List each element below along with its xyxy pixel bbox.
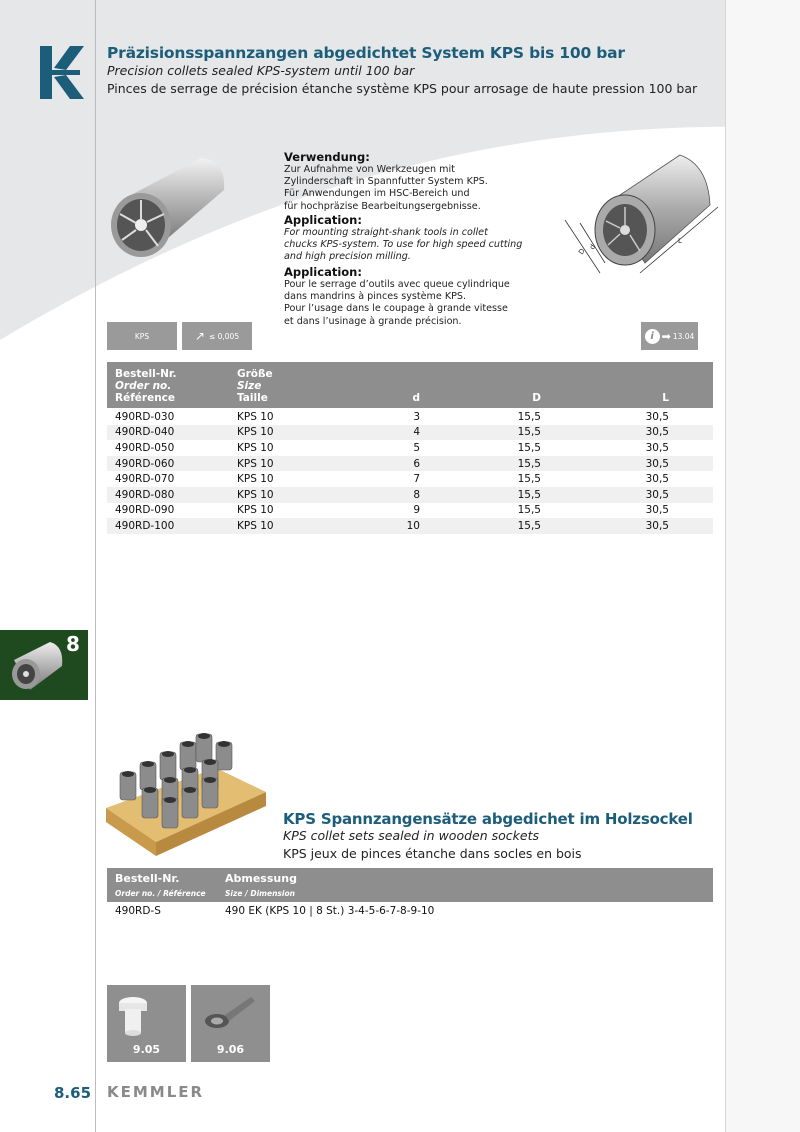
info-icon: i — [645, 329, 660, 344]
cell-size: KPS 10 — [237, 488, 274, 501]
table-row — [107, 471, 713, 487]
table-row — [107, 425, 713, 441]
info-reference-badge[interactable] — [641, 322, 698, 350]
cell-L: 30,5 — [645, 457, 669, 470]
cell-d: 5 — [413, 441, 420, 454]
arrow-right-icon: ➡ — [661, 329, 671, 343]
usage-de-line: Zylinderschaft in Spannfutter System KPS. — [284, 176, 488, 188]
clamping-bushing-icon — [107, 985, 186, 1041]
svg-text:D: D — [577, 247, 587, 257]
set-header-order-sub: Order no. / Référence — [115, 889, 206, 898]
set-header-dimension: Abmessung — [225, 872, 297, 885]
cell-D: 15,5 — [517, 519, 541, 532]
set-cell-dimension: 490 EK (KPS 10 | 8 St.) 3-4-5-6-7-8-9-10 — [225, 904, 435, 917]
ref-tile-9-05[interactable] — [107, 985, 186, 1062]
usage-en-title: Application: — [284, 213, 362, 227]
cell-D: 15,5 — [517, 473, 541, 486]
svg-text:L: L — [678, 237, 682, 245]
usage-en-line: For mounting straight-shank tools in collet — [284, 227, 488, 238]
usage-de — [284, 151, 544, 213]
usage-fr — [284, 266, 544, 328]
usage-fr-line: Pour le serrage d’outils avec queue cylindrique — [284, 279, 510, 290]
cell-d: 4 — [413, 426, 420, 439]
cell-d: 3 — [413, 410, 420, 423]
kemmler-k-logo — [40, 46, 84, 99]
cell-size: KPS 10 — [237, 519, 274, 532]
usage-fr-title: Application: — [284, 265, 362, 279]
cell-L: 30,5 — [645, 504, 669, 517]
usage-fr-line: dans mandrins à pinces système KPS. — [284, 291, 467, 303]
cell-L: 30,5 — [645, 410, 669, 423]
cell-size: KPS 10 — [237, 426, 274, 439]
cell-size: KPS 10 — [237, 441, 274, 454]
page-title-de: Präzisionsspannzangen abgedichtet System KPS bis 100 bar — [107, 44, 625, 62]
cell-d: 9 — [413, 504, 420, 517]
header-order-fr: Référence — [115, 392, 176, 404]
table-row — [107, 518, 713, 534]
table-row — [107, 409, 713, 425]
page-title-fr: Pinces de serrage de précision étanche système KPS pour arrosage de haute pression 100 bar — [107, 81, 698, 96]
header-size-fr: Taille — [237, 392, 268, 404]
page-number: 8.65 — [54, 1084, 92, 1102]
set-title-en: KPS collet sets sealed in wooden sockets — [283, 828, 539, 843]
cell-order: 490RD-040 — [115, 426, 175, 439]
usage-de-title: Verwendung: — [284, 150, 370, 164]
left-divider — [95, 0, 96, 1132]
chapter-number: 8 — [66, 632, 80, 656]
usage-en — [284, 214, 544, 264]
cell-order: 490RD-060 — [115, 457, 175, 470]
collet-set-photo — [106, 730, 268, 858]
header-L: L — [662, 392, 669, 404]
info-reference-label: 13.04 — [672, 331, 695, 341]
usage-de-line: Für Anwendungen im HSC-Bereich und — [284, 188, 470, 200]
cell-order: 490RD-080 — [115, 488, 175, 501]
page-title-en: Precision collets sealed KPS-system until 100 bar — [107, 63, 415, 78]
usage-en-line: chucks KPS-system. To use for high speed cutting — [284, 239, 523, 251]
header-size-en: Size — [237, 380, 262, 392]
header-D: D — [532, 392, 541, 404]
ref-tile-9-06[interactable] — [191, 985, 270, 1062]
cell-order: 490RD-050 — [115, 441, 175, 454]
cell-order: 490RD-090 — [115, 504, 175, 517]
usage-de-line: für hochpräzise Bearbeitungsergebnisse. — [284, 200, 481, 212]
cell-order: 490RD-100 — [115, 519, 175, 532]
right-divider — [725, 0, 726, 1132]
cell-L: 30,5 — [645, 488, 669, 501]
usage-fr-line: et dans l’usinage à grande précision. — [284, 315, 462, 327]
usage-de-line: Zur Aufnahme von Werkzeugen mit — [284, 164, 455, 175]
svg-text:d: d — [588, 242, 598, 252]
cell-size: KPS 10 — [237, 504, 274, 517]
cell-d: 8 — [413, 488, 420, 501]
right-margin — [725, 0, 800, 1132]
cell-size: KPS 10 — [237, 473, 274, 486]
table-row — [107, 440, 713, 456]
ref-tile-label: 9.06 — [216, 1043, 245, 1056]
header-order-de: Bestell-Nr. — [115, 368, 177, 380]
cell-order: 490RD-030 — [115, 410, 175, 423]
set-cell-order: 490RD-S — [115, 904, 161, 917]
cell-d: 6 — [413, 457, 420, 470]
brand-name: KEMMLER — [107, 1083, 205, 1101]
usage-en-line: and high precision milling. — [284, 251, 411, 263]
collet-photo — [106, 150, 231, 260]
table-row — [107, 503, 713, 519]
wrench-icon — [191, 985, 270, 1041]
cell-d: 10 — [406, 519, 420, 532]
table-row — [107, 456, 713, 472]
cell-D: 15,5 — [517, 441, 541, 454]
runout-arrow-icon: ↗ — [194, 329, 205, 343]
system-badge-label: KPS — [134, 331, 150, 341]
set-header-dimension-sub: Size / Dimension — [225, 889, 295, 898]
system-badge — [107, 322, 177, 350]
set-title-fr: KPS jeux de pinces étanche dans socles en bois — [283, 846, 582, 861]
cell-order: 490RD-070 — [115, 473, 175, 486]
usage-fr-line: Pour l’usage dans le coupage à grande vitesse — [284, 303, 508, 315]
cell-L: 30,5 — [645, 441, 669, 454]
cell-size: KPS 10 — [237, 410, 274, 423]
set-table-row — [107, 903, 713, 919]
cell-L: 30,5 — [645, 519, 669, 532]
header-order-en: Order no. — [115, 380, 172, 392]
collet-technical-drawing — [560, 145, 720, 280]
runout-badge — [182, 322, 252, 350]
cell-size: KPS 10 — [237, 457, 274, 470]
cell-D: 15,5 — [517, 504, 541, 517]
set-table-header — [107, 868, 713, 902]
cell-D: 15,5 — [517, 426, 541, 439]
header-d: d — [412, 392, 420, 404]
ref-tile-label: 9.05 — [132, 1043, 161, 1056]
cell-L: 30,5 — [645, 473, 669, 486]
cell-D: 15,5 — [517, 457, 541, 470]
header-size-de: Größe — [237, 368, 273, 380]
set-title-de: KPS Spannzangensätze abgedichet im Holzsockel — [283, 810, 693, 828]
set-header-order: Bestell-Nr. — [115, 872, 180, 885]
runout-value: ≤ 0,005 — [208, 331, 240, 341]
cell-L: 30,5 — [645, 426, 669, 439]
table-row — [107, 487, 713, 503]
table-header — [107, 362, 713, 408]
cell-d: 7 — [413, 473, 420, 486]
cell-D: 15,5 — [517, 488, 541, 501]
cell-D: 15,5 — [517, 410, 541, 423]
table-body — [107, 409, 713, 534]
